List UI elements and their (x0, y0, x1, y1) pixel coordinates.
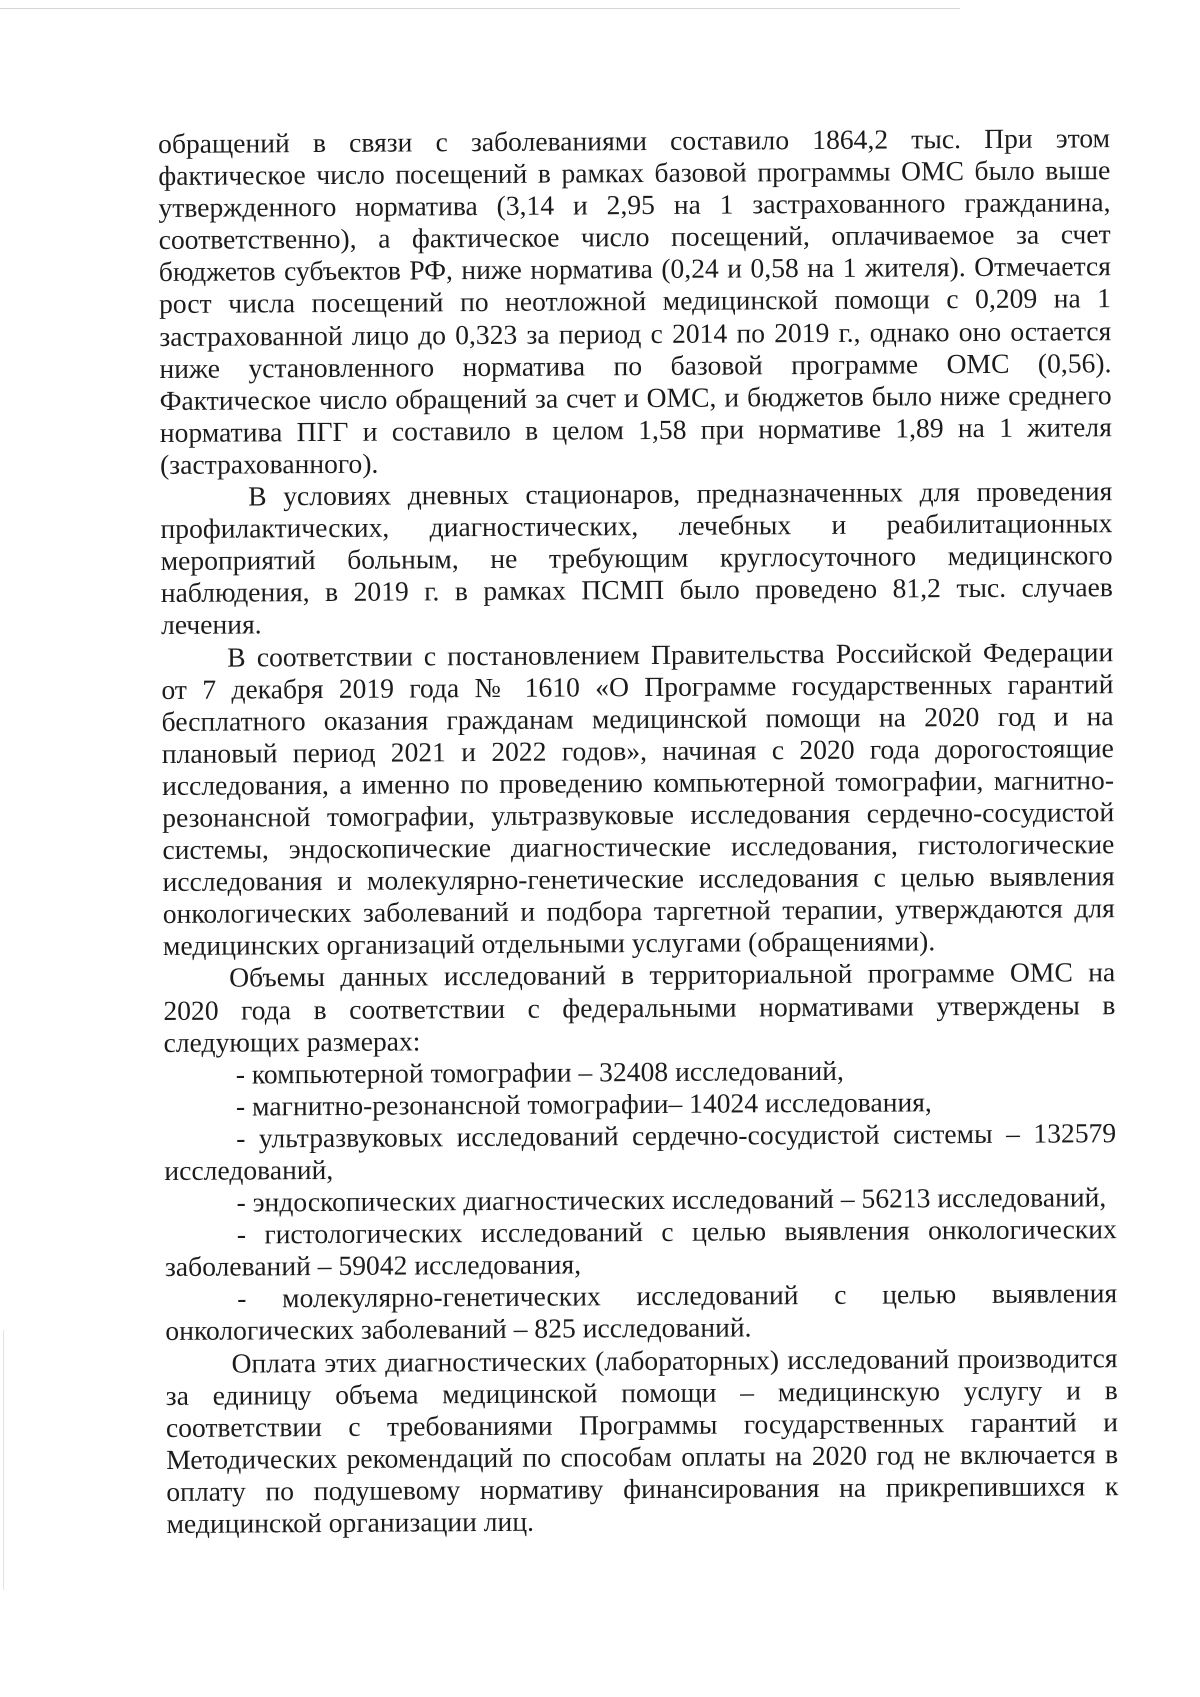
document-body (158, 122, 1119, 1540)
scan-left-edge (3, 1330, 4, 1590)
paragraph-payment: Оплата этих диагностических (лабораторных) исследований производится за единицу объема медицинской помощи – медицинскую услугу и в соответствии с требованиями Программы государственных гарантий и Методических рекомендаций по способам оплаты на 2020 год не включается в оплату по подушевому нормативу финансирования на прикрепившихся к медицинской организации лиц. (165, 1341, 1119, 1540)
list-item: - эндоскопических диагностических исследований – 56213 исследований, (236, 1181, 1107, 1218)
paragraph-government-decree: В соответствии с постановлением Правительства Российской Федерации от 7 декабря 2019 года № 1610 «О Программе государственных гарантий бесплатного оказания гражданам медицинской помощи на 2020 год и на плановый период 2021 и 2022 годов», начиная с 2020 года дорогостоящие исследования, а именно по проведению компьютерной томографии, магнитно-резонансной томографии, ультразвуковые исследования сердечно-сосудистой системы, эндоскопические диагностические исследования, гистологические исследования и молекулярно-генетические исследования с целью выявления онкологических заболеваний и подбора таргетной терапии, утверждаются для медицинских организаций отдельными услугами (обращениями). (161, 635, 1115, 962)
paragraph-volumes-intro: Объемы данных исследований в территориальной программе ОМС на 2020 года в соответствии с федеральными нормативами утверждены в следующих размерах: (163, 956, 1116, 1058)
list-item: - молекулярно-генетических исследований с целью выявления онкологических заболеваний – 825 исследований. (165, 1277, 1118, 1347)
scan-top-edge (0, 8, 960, 9)
paragraph-continuation: обращений в связи с заболеваниями составило 1864,2 тыс. При этом фактическое число посещений в рамках базовой программы ОМС было выше утвержденного норматива (3,14 и 2,95 на 1 застрахованного гражданина, соответственно), а фактическое число посещений, оплачиваемое за счет бюджетов субъектов РФ, ниже норматива (0,24 и 0,58 на 1 жителя). Отмечается рост числа посещений по неотложной медицинской помощи с 0,209 на 1 застрахованной лицо до 0,323 за период с 2014 по 2019 г., однако оно остается ниже установленного норматива по базовой программе ОМС (0,56). Фактическое число обращений за счет и ОМС, и бюджетов было ниже среднего норматива ПГГ и составило в целом 1,58 при нормативе 1,89 на 1 жителя (застрахованного). (158, 122, 1112, 480)
list-item: - гистологических исследований с целью выявления онкологических заболеваний – 59042 исследования, (164, 1213, 1117, 1283)
list-item: - компьютерной томографии – 32408 исследований, (235, 1054, 844, 1090)
volumes-list (164, 1053, 1118, 1348)
list-item: - магнитно-резонансной томографии– 14024 исследования, (235, 1086, 932, 1122)
list-item: - ультразвуковых исследований сердечно-сосудистой системы – 132579 исследований, (164, 1117, 1117, 1186)
paragraph-day-hospitals: В условиях дневных стационаров, предназначенных для проведения профилактических, диагностических, лечебных и реабилитационных мероприятий больным, не требующим круглосуточного медицинского наблюдения, в 2019 г. в рамках ПСМП было проведено 81,2 тыс. случаев лечения. (160, 475, 1113, 641)
